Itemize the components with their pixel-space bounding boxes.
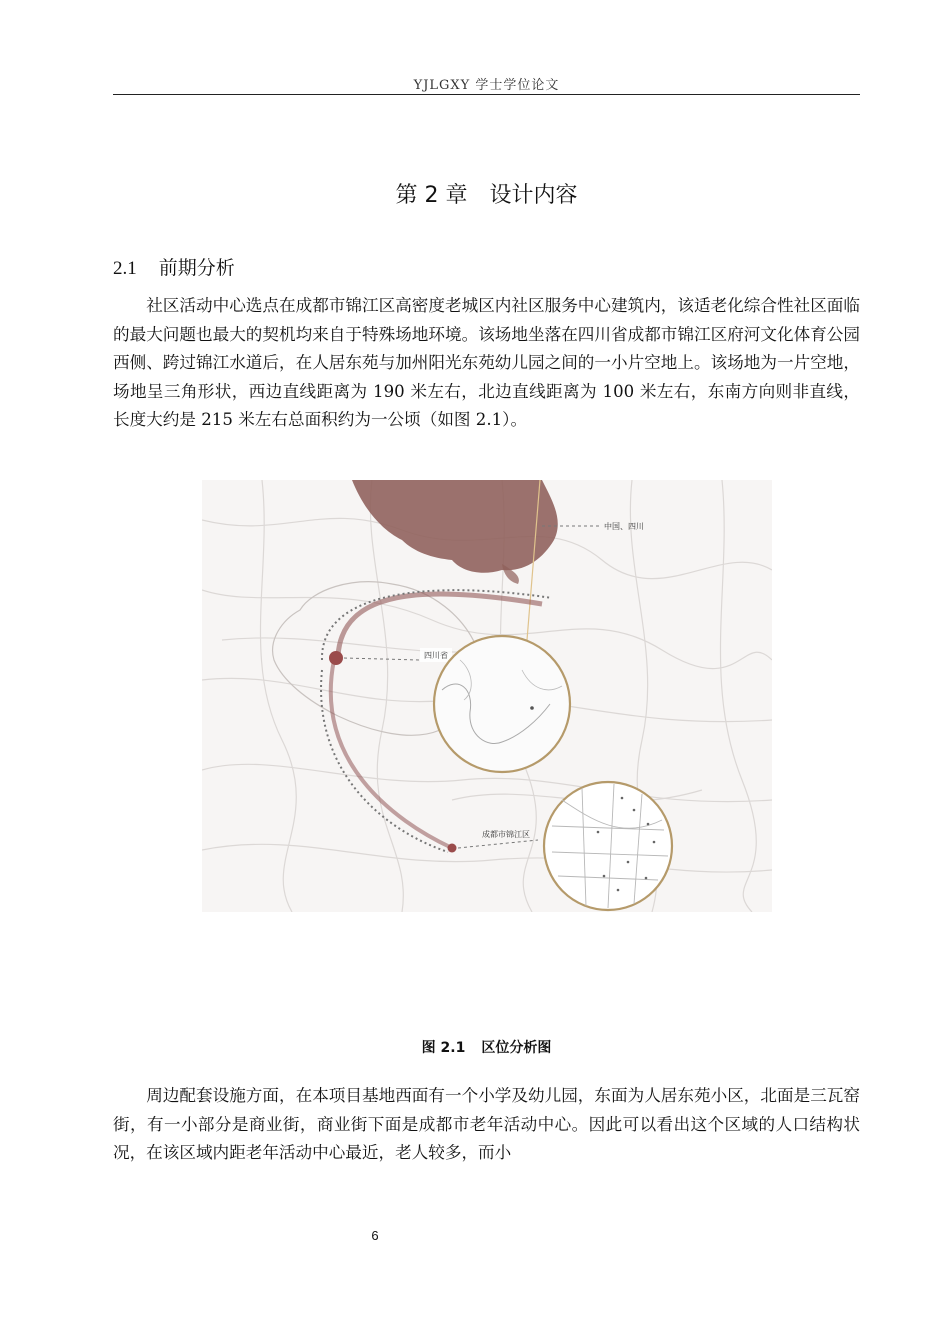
caption-number: 图 2.1	[421, 1040, 466, 1056]
chapter-title	[113, 178, 860, 209]
caption-title: 区位分析图	[481, 1040, 552, 1056]
label-jinjiang-district: 成都市锦江区	[482, 830, 530, 839]
page-number: 6	[371, 1228, 379, 1243]
running-header: YJLGXY 学士学位论文	[413, 78, 560, 93]
label-china-sichuan: 中国、四川	[604, 522, 644, 531]
paragraph-site-location: 社区活动中心选点在成都市锦江区高密度老城区内社区服务中心建筑内，该适老化综合性社区面临的最大问题也最大的契机均来自于特殊场地环境。该场地坐落在四川省成都市锦江区府河文化体育公园西侧、跨过锦江水道后，在人居东苑与加州阳光东苑幼儿园之间的一小片空地上。该场地为一片空地，场地呈三角形状，西边直线距离为 190 米左右，北边直线距离为 100 米左右，东南方向则非直线，长度大约是 215 米左右总面积约为一公顷（如图 2.1）。	[113, 296, 860, 429]
section-title: 前期分析	[158, 257, 235, 279]
figure-caption	[113, 1037, 860, 1057]
chapter-number: 第 2 章	[395, 183, 468, 208]
label-sichuan-province: 四川省	[424, 651, 448, 660]
chapter-name: 设计内容	[489, 183, 578, 208]
header-rule	[113, 94, 860, 95]
location-analysis-map	[202, 480, 772, 912]
section-heading	[113, 253, 235, 280]
section-number: 2.1	[113, 258, 137, 279]
paragraph-surrounding-facilities: 周边配套设施方面，在本项目基地西面有一个小学及幼儿园，东面为人居东苑小区，北面是三瓦窑街，有一小部分是商业街，商业街下面是成都市老年活动中心。因此可以看出这个区域的人口结构状况，在该区域内距老年活动中心最近，老人较多，而小	[113, 1086, 860, 1162]
